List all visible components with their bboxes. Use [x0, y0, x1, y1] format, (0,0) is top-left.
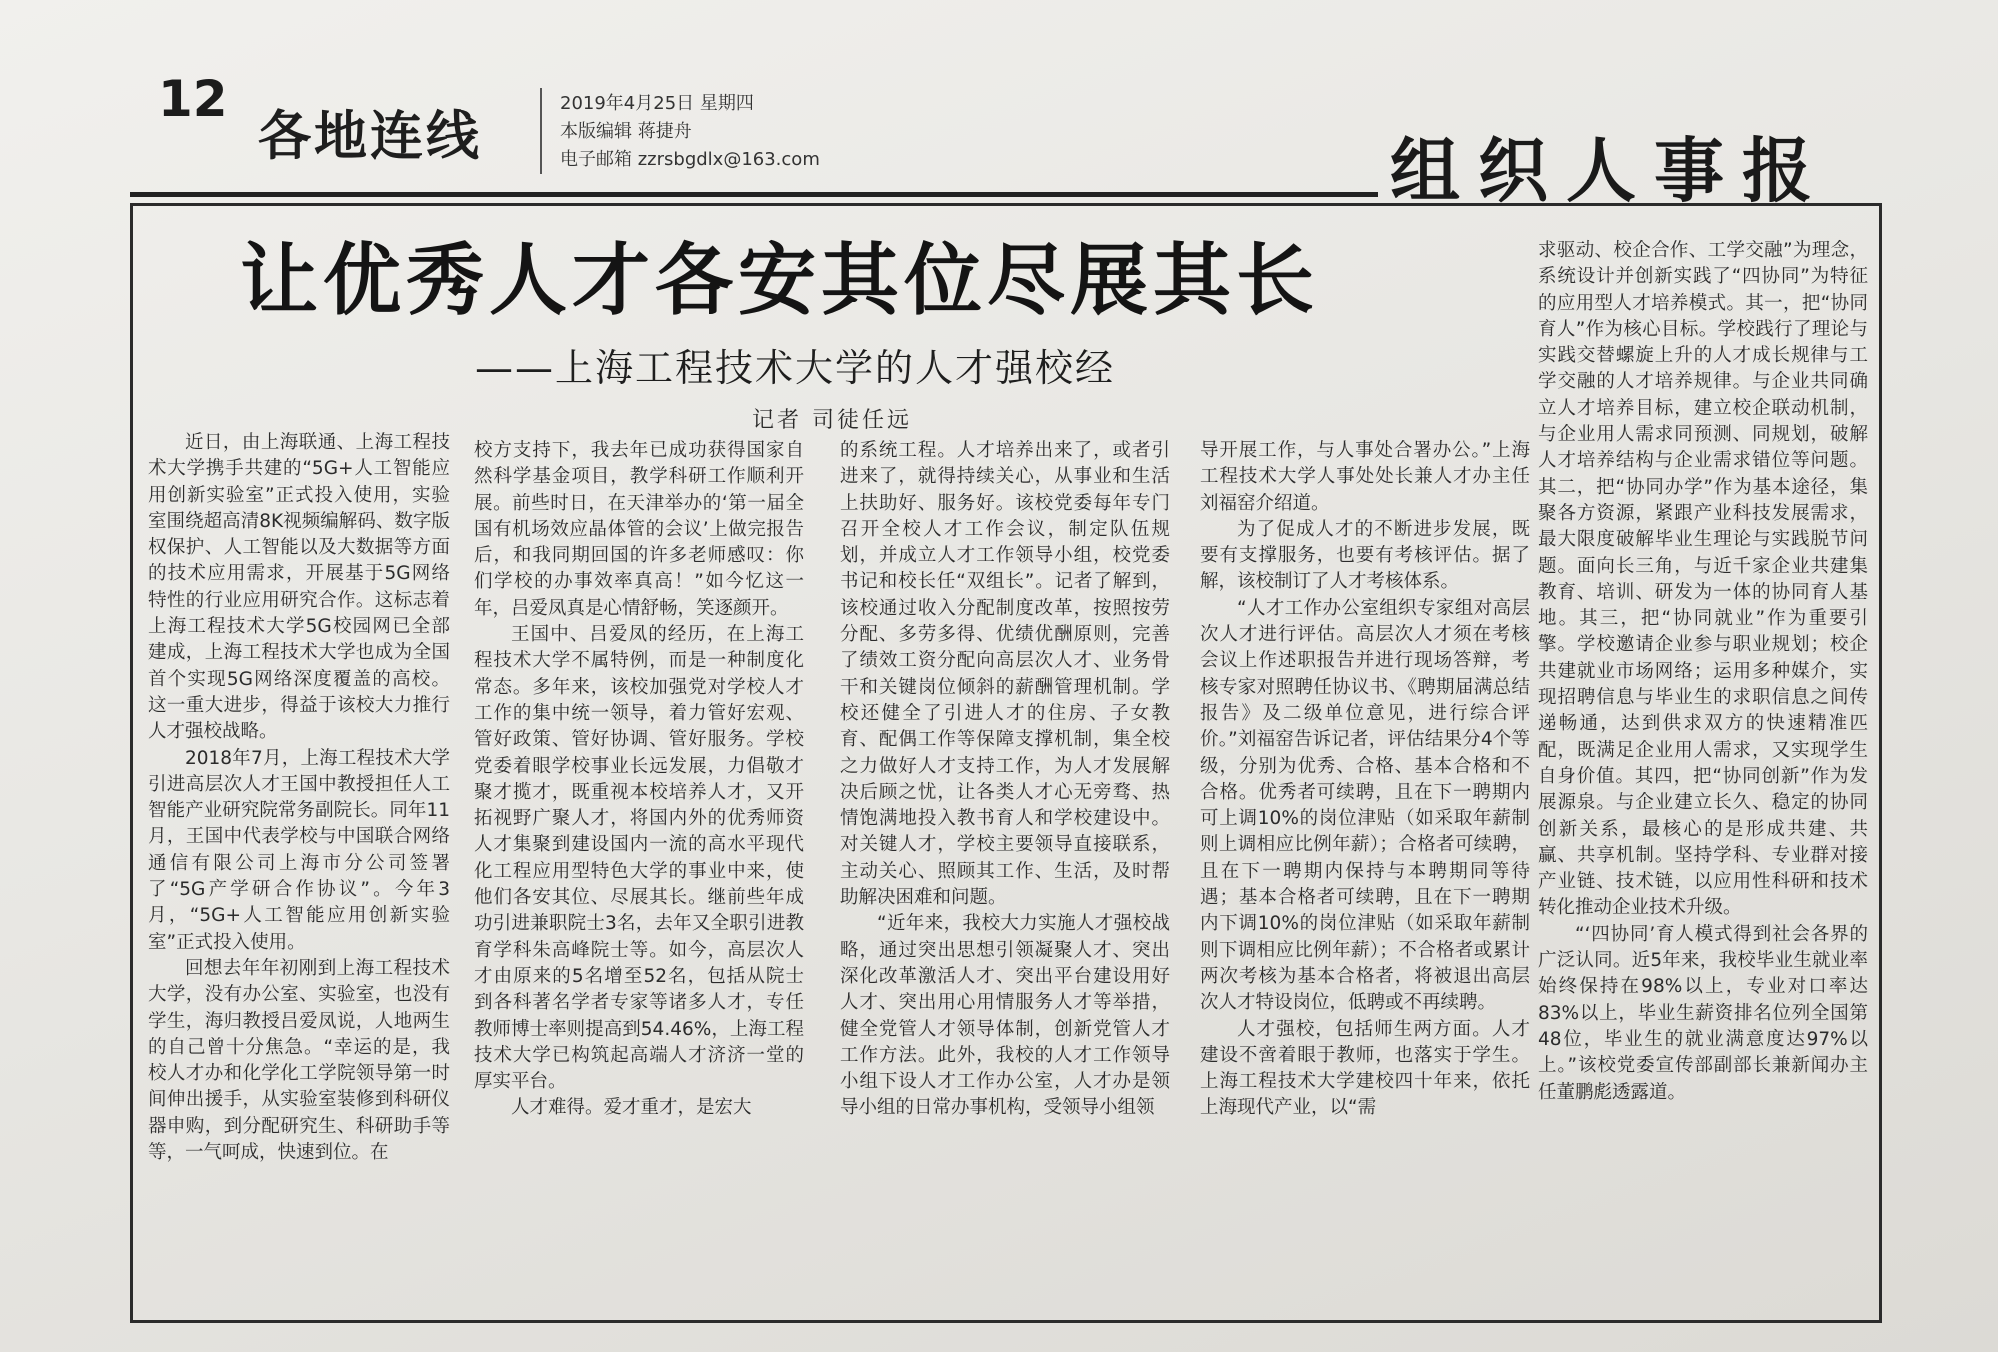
editor-line: 本版编辑 蒋捷舟: [560, 121, 692, 142]
article-title: 让优秀人才各安其位尽展其长: [240, 235, 1320, 326]
section-name: 各地连线: [258, 106, 482, 167]
article-column-4: [1200, 438, 1530, 1322]
article-column-2: [474, 438, 804, 1322]
article-subtitle: ——上海工程技术大学的人才强校经: [475, 346, 1116, 390]
paragraph: “近年来，我校大力实施人才强校战略，通过突出思想引领凝聚人才、突出深化改革激活人才、突出平台建设用好人才、突出用心用情服务人才等举措，健全党管人才领导体制，创新党管人才工作方法。此外，我校的人才工作领导小组下设人才工作办公室，人才办是领导小组的日常办事机构，受领导小组领: [840, 913, 1170, 1119]
date-line: 2019年4月25日 星期四: [560, 93, 754, 114]
article-column-5: [1538, 238, 1868, 1322]
paragraph: 人才难得。爱才重才，是宏大: [511, 1097, 752, 1119]
paragraph: “‘四协同’育人模式得到社会各界的广泛认同。近5年来，我校毕业生就业率始终保持在98%以上，专业对口率达83%以上，毕业生薪资排名位列全国第48位，毕业生的就业满意度达97%以上。”该校党委宣传部副部长兼新闻办主任董鹏彪透露道。: [1538, 923, 1868, 1103]
paragraph: 为了促成人才的不断进步发展，既要有支撑服务，也要有考核评估。据了解，该校制订了人才考核体系。: [1200, 518, 1530, 593]
header-rule: [130, 192, 1378, 197]
paragraph: 求驱动、校企合作、工学交融”为理念，系统设计并创新实践了“四协同”为特征的应用型人才培养模式。其一，把“协同育人”作为核心目标。学校践行了理论与实践交替螺旋上升的人才成长规律与工学交融的人才培养规律。与企业共同确立人才培养目标，建立校企联动机制，与企业用人需求同预测、同规划，破解人才培养结构与企业需求错位等问题。其二，把“协同办学”作为基本途径，集聚各方资源，紧跟产业科技发展需求，最大限度破解毕业生理论与实践脱节问题。面向长三角，与近千家企业共建集教育、培训、研发为一体的协同育人基地。其三，把“协同就业”作为重要引擎。学校邀请企业参与职业规划；校企共建就业市场网络；运用多种媒介，实现招聘信息与毕业生的求职信息之间传递畅通，达到供求双方的快速精准匹配，既满足企业用人需求，又实现学生自身价值。其四，把“协同创新”作为发展源泉。与企业建立长久、稳定的协同创新关系，最核心的是形成共建、共赢、共享机制。坚持学科、专业群对接产业链、技术链，以应用性科研和技术转化推动企业技术升级。: [1538, 240, 1868, 919]
paragraph: 导开展工作，与人事处合署办公。”上海工程技术大学人事处处长兼人才办主任刘福窑介绍道。: [1200, 440, 1530, 514]
header-info: [560, 90, 820, 174]
article-column-1: [148, 430, 450, 1322]
paragraph: “人才工作办公室组织专家组对高层次人才进行评估。高层次人才须在考核会议上作述职报告并进行现场答辩，考核专家对照聘任协议书、《聘期届满总结报告》及二级单位意见，进行综合评价。”刘福窑告诉记者，评估结果分4个等级，分别为优秀、合格、基本合格和不合格。优秀者可续聘，且在下一聘期内可上调10%的岗位津贴（如采取年薪制则上调相应比例年薪）；合格者可续聘，且在下一聘期内保持与本聘期同等待遇；基本合格者可续聘，且在下一聘期内下调10%的岗位津贴（如采取年薪制则下调相应比例年薪）；不合格者或累计两次考核为基本合格者，将被退出高层次人才特设岗位，低聘或不再续聘。: [1200, 597, 1530, 1014]
article-column-3: [840, 438, 1170, 1322]
paragraph: 回想去年年初刚到上海工程技术大学，没有办公室、实验室，也没有学生，海归教授吕爱凤说，人地两生的自己曾十分焦急。“幸运的是，我校人才办和化学化工学院领导第一时间伸出援手，从实验室装修到科研仪器申购，到分配研究生、科研助手等等，一气呵成，快速到位。在: [148, 957, 450, 1164]
email-line: 电子邮箱 zzrsbgdlx@163.com: [560, 149, 820, 170]
paragraph: 人才强校，包括师生两方面。人才建设不啻着眼于教师，也落实于学生。上海工程技术大学建校四十年来，依托上海现代产业，以“需: [1200, 1018, 1530, 1119]
header-divider: [540, 88, 542, 174]
article-byline: 记者 司徒任远: [752, 408, 912, 433]
masthead: 组织人事报: [1390, 129, 1830, 212]
paragraph: 的系统工程。人才培养出来了，或者引进来了，就得持续关心，从事业和生活上扶助好、服务好。该校党委每年专门召开全校人才工作会议，制定队伍规划，并成立人才工作领导小组，校党委书记和校长任“双组长”。记者了解到，该校通过收入分配制度改革，按照按劳分配、多劳多得、优绩优酬原则，完善了绩效工资分配向高层次人才、业务骨干和关键岗位倾斜的薪酬管理机制。学校还健全了引进人才的住房、子女教育、配偶工作等保障支撑机制，集全校之力做好人才支持工作，为人才发展解决后顾之忧，让各类人才心无旁骛、热情饱满地投入教书育人和学校建设中。对关键人才，学校主要领导直接联系，主动关心、照顾其工作、生活，及时帮助解决困难和问题。: [840, 440, 1170, 909]
paragraph: 王国中、吕爱凤的经历，在上海工程技术大学不属特例，而是一种制度化常态。多年来，该校加强党对学校人才工作的集中统一领导，着力管好宏观、管好政策、管好协调、管好服务。学校党委着眼学校事业长远发展，力倡敬才聚才揽才，既重视本校培养人才，又开拓视野广聚人才，将国内外的优秀师资人才集聚到建设国内一流的高水平现代化工程应用型特色大学的事业中来，使他们各安其位、尽展其长。继前些年成功引进兼职院士3名，去年又全职引进教育学科朱高峰院士等。如今，高层次人才由原来的5名增至52名，包括从院士到各科著名学者专家等诸多人才，专任教师博士率则提高到54.46%，上海工程技术大学已构筑起高端人才济济一堂的厚实平台。: [474, 624, 804, 1093]
paragraph: 近日，由上海联通、上海工程技术大学携手共建的“5G+人工智能应用创新实验室”正式投入使用，实验室围绕超高清8K视频编解码、数字版权保护、人工智能以及大数据等方面的技术应用需求，开展基于5G网络特性的行业应用研究合作。这标志着上海工程技术大学5G校园网已全部建成，上海工程技术大学也成为全国首个实现5G网络深度覆盖的高校。这一重大进步，得益于该校大力推行人才强校战略。: [148, 432, 450, 743]
paragraph: 2018年7月，上海工程技术大学引进高层次人才王国中教授担任人工智能产业研究院常务副院长。同年11月，王国中代表学校与中国联合网络通信有限公司上海市分公司签署了“5G产学研合作协议”。今年3月，“5G+人工智能应用创新实验室”正式投入使用。: [148, 747, 450, 953]
page-number: 12: [158, 70, 228, 128]
paragraph: 校方支持下，我去年已成功获得国家自然科学基金项目，教学科研工作顺利开展。前些时日，在天津举办的‘第一届全国有机场效应晶体管的会议’上做完报告后，和我同期回国的许多老师感叹：你们学校的办事效率真高！”如今忆这一年，吕爱凤真是心情舒畅，笑逐颜开。: [474, 440, 804, 619]
